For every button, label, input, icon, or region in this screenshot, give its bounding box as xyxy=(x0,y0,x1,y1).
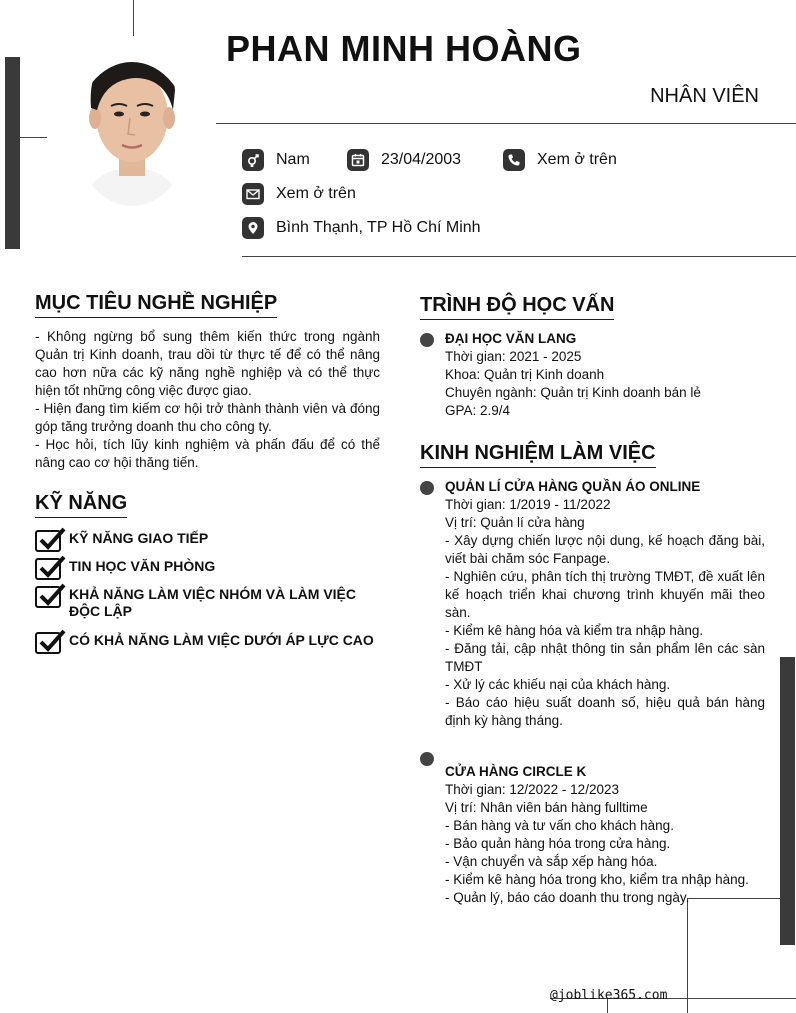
top-vertical-line xyxy=(133,0,134,36)
birthday-info xyxy=(347,149,461,171)
job-task: - Báo cáo hiệu suất doanh số, hiệu quả bán hàng định kỳ hàng tháng. xyxy=(445,695,765,728)
education-gpa: GPA: 2.9/4 xyxy=(445,403,511,418)
skill-label: KHẢ NĂNG LÀM VIỆC NHÓM VÀ LÀM VIỆC ĐỘC LẬP xyxy=(69,586,356,619)
checkbox-icon xyxy=(35,586,61,608)
calendar-icon xyxy=(347,149,369,171)
job-role: Vị trí: Nhân viên bán hàng fulltime xyxy=(445,800,648,815)
phone-info xyxy=(503,149,617,171)
skill-item xyxy=(35,586,380,620)
profile-photo xyxy=(75,38,189,206)
job-task: - Bảo quản hàng hóa trong cửa hàng. xyxy=(445,836,671,851)
phone-value: Xem ở trên xyxy=(537,151,617,168)
phone-icon xyxy=(503,149,525,171)
gender-info xyxy=(242,149,310,171)
experience-title: KINH NGHIỆM LÀM VIỆC xyxy=(420,442,656,468)
education-time: Thời gian: 2021 - 2025 xyxy=(445,349,582,364)
skill-label: KỸ NĂNG GIAO TIẾP xyxy=(69,530,209,546)
address-info xyxy=(242,217,481,239)
job-task: - Xử lý các khiếu nại của khách hàng. xyxy=(445,677,671,692)
education-major: Chuyên ngành: Quản trị Kinh doanh bán lẻ xyxy=(445,385,701,400)
objective-line: - Học hỏi, tích lũy kinh nghiệm và phấn đấu để có thể nâng cao cơ hội thăng tiến. xyxy=(35,437,380,470)
job-task: - Quản lý, báo cáo doanh thu trong ngày. xyxy=(445,890,690,905)
checkbox-icon xyxy=(35,558,61,580)
right-accent-bar xyxy=(780,657,795,945)
address-value: Bình Thạnh, TP Hồ Chí Minh xyxy=(276,219,481,236)
job-entry xyxy=(445,478,765,730)
skill-item xyxy=(35,632,380,654)
job-task: - Nghiên cứu, phân tích thị trường TMĐT, đề xuất lên kế hoạch triển khai chương trình khuyến mãi theo sàn. xyxy=(445,569,765,620)
contact-divider xyxy=(242,256,796,257)
education-title: TRÌNH ĐỘ HỌC VẤN xyxy=(420,294,614,320)
gender-value: Nam xyxy=(276,151,310,168)
email-value: Xem ở trên xyxy=(276,185,356,202)
job-task: - Đăng tải, cập nhật thông tin sản phẩm lên các sàn TMĐT xyxy=(445,641,765,674)
job-company: CỬA HÀNG CIRCLE K xyxy=(445,764,587,779)
mail-icon xyxy=(242,183,264,205)
skills-title: KỸ NĂNG xyxy=(35,492,127,518)
education-entry xyxy=(445,330,765,420)
job-task: - Kiểm kê hàng hóa và kiểm tra nhập hàng. xyxy=(445,623,704,638)
watermark-text: @joblike365.com xyxy=(550,988,668,1003)
bottom-frame-left xyxy=(687,898,688,1013)
job-task: - Xây dựng chiến lược nội dung, kế hoạch đăng bài, viết bài chăm sóc Fanpage. xyxy=(445,533,765,566)
job-task: - Vận chuyển và sắp xếp hàng hóa. xyxy=(445,854,658,869)
job-task: - Kiểm kê hàng hóa trong kho, kiểm tra nhập hàng. xyxy=(445,872,749,887)
objective-line: - Không ngừng bổ sung thêm kiến thức trong ngành Quản trị Kinh doanh, trau dồi từ thực tế để có thể nâng cao hơn nữa các kỹ năng nghề nghiệp và có thể thực hiện tốt những công việc được giao. xyxy=(35,329,380,398)
job-role: Vị trí: Quản lí cửa hàng xyxy=(445,515,585,530)
gender-icon xyxy=(242,149,264,171)
skill-label: TIN HỌC VĂN PHÒNG xyxy=(69,558,216,574)
school-name: ĐẠI HỌC VĂN LANG xyxy=(445,331,577,346)
skill-item xyxy=(35,530,380,552)
education-faculty: Khoa: Quản trị Kinh doanh xyxy=(445,367,605,382)
objective-text xyxy=(35,328,380,472)
job-time: Thời gian: 1/2019 - 11/2022 xyxy=(445,497,611,512)
checkbox-icon xyxy=(35,530,61,552)
objective-line: - Hiện đang tìm kiếm cơ hội trở thành thành viên và đóng góp tăng trưởng doanh thu cho công ty. xyxy=(35,401,380,434)
header-divider xyxy=(216,123,796,124)
candidate-name: PHAN MINH HOÀNG xyxy=(226,28,582,69)
birthday-value: 23/04/2003 xyxy=(381,151,462,168)
job-time: Thời gian: 12/2022 - 12/2023 xyxy=(445,782,619,797)
job-task: - Bán hàng và tư vấn cho khách hàng. xyxy=(445,818,674,833)
job-company: QUẢN LÍ CỬA HÀNG QUẦN ÁO ONLINE xyxy=(445,479,701,494)
job-bullet xyxy=(420,481,434,495)
left-horizontal-line xyxy=(20,137,47,138)
skill-label: CÓ KHẢ NĂNG LÀM VIỆC DƯỚI ÁP LỰC CAO xyxy=(69,632,374,648)
left-accent-bar xyxy=(5,57,20,249)
candidate-position: NHÂN VIÊN xyxy=(650,85,759,107)
email-info xyxy=(242,183,356,205)
objective-title: MỤC TIÊU NGHỀ NGHIỆP xyxy=(35,292,277,318)
education-bullet xyxy=(420,333,434,347)
location-icon xyxy=(242,217,264,239)
checkbox-icon xyxy=(35,632,61,654)
job-bullet xyxy=(420,752,434,766)
job-entry xyxy=(445,763,765,907)
skill-item xyxy=(35,558,380,580)
